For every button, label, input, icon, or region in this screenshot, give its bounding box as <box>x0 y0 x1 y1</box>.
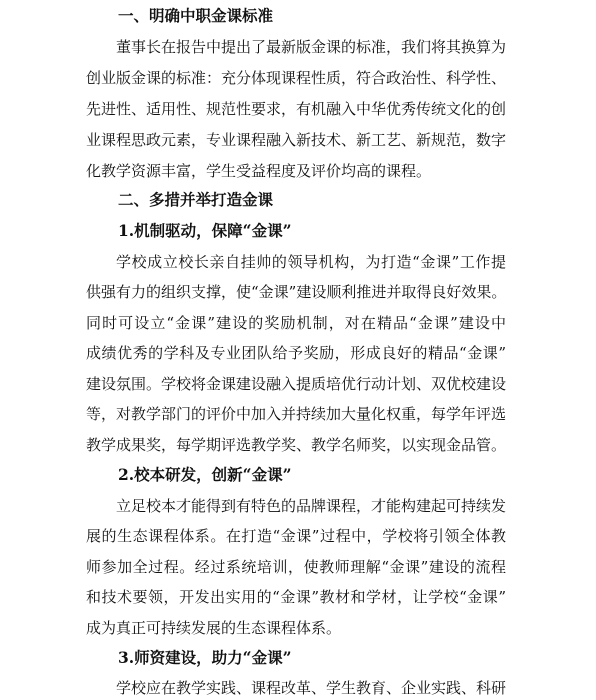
paragraph-line: 成绩优秀的学科及专业团队给予奖励，形成良好的精品“金课” <box>86 344 506 362</box>
section-heading-2: 二、多措并举打造金课 <box>118 190 274 209</box>
paragraph-line: 学校应在教学实践、课程改革、学生教育、企业实践、科研 <box>116 679 507 697</box>
paragraph-line: 业课程思政元素，专业课程融入新技术、新工艺、新规范，数字 <box>86 131 507 149</box>
paragraph-line: 创业版金课的标准：充分体现课程性质，符合政治性、科学性、 <box>86 69 507 87</box>
subsection-heading-3: 3.师资建设，助力“金课” <box>118 648 292 667</box>
paragraph-line: 建设氛围。学校将金课建设融入提质培优行动计划、双优校建设 <box>86 375 507 393</box>
paragraph-line: 教学成果奖，每学期评选教学奖、教学名师奖，以实现金品管。 <box>86 436 507 454</box>
paragraph-line: 展的生态课程体系。在打造“金课”过程中，学校将引领全体教 <box>86 527 506 545</box>
subsection-heading-2: 2.校本研发，创新“金课” <box>118 465 292 484</box>
paragraph-line: 学校成立校长亲自挂帅的领导机构，为打造“金课”工作提 <box>116 253 506 271</box>
paragraph-line: 成为真正可持续发展的生态课程体系。 <box>86 619 342 637</box>
paragraph-line: 供强有力的组织支撑，使“金课”建设顺利推进并取得良好效果。 <box>86 283 507 301</box>
paragraph-line: 师参加全过程。经过系统培训，使教师理解“金课”建设的流程 <box>86 558 506 576</box>
paragraph-line: 董事长在报告中提出了最新版金课的标准，我们将其换算为 <box>116 38 507 56</box>
paragraph-line: 化教学资源丰富，学生受益程度及评价均高的课程。 <box>86 162 432 180</box>
paragraph-line: 等，对教学部门的评价中加入并持续加大量化权重，每学年评选 <box>86 405 507 423</box>
section-heading-1: 一、明确中职金课标准 <box>118 6 274 25</box>
subsection-heading-1: 1.机制驱动，保障“金课” <box>118 221 292 240</box>
paragraph-line: 立足校本才能得到有特色的品牌课程，才能构建起可持续发 <box>116 497 507 515</box>
paragraph-line: 先进性、适用性、规范性要求，有机融入中华优秀传统文化的创 <box>86 100 507 118</box>
paragraph-line: 和技术要领，开发出实用的“金课”教材和学材，让学校“金课” <box>86 588 506 606</box>
paragraph-line: 同时可设立“金课”建设的奖励机制，对在精品“金课”建设中 <box>86 314 506 332</box>
